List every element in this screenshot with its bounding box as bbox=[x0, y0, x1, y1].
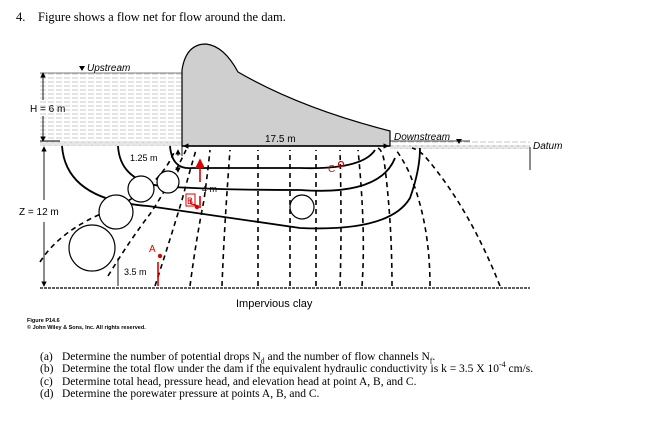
part-b: (b) Determine the total flow under the dam if the equivalent hydraulic conductivity is k = 3.5 X $10^{-4}$ cm/s. bbox=[40, 360, 534, 376]
upstream-water-level-icon bbox=[79, 66, 85, 71]
part-d: (d) Determine the porewater pressure at points A, B, and C. bbox=[40, 388, 320, 401]
figure-credit bbox=[27, 318, 146, 332]
z-label: Z = 12 m bbox=[19, 207, 59, 218]
net-circle bbox=[128, 176, 154, 202]
downstream-label: Downstream bbox=[394, 132, 451, 143]
equipotential-line bbox=[340, 150, 341, 286]
question-text: Figure shows a flow net for flow around the dam. bbox=[38, 10, 286, 24]
dam bbox=[182, 44, 390, 146]
point-a-marker bbox=[158, 254, 162, 258]
net-circle bbox=[69, 225, 115, 271]
net-circle bbox=[99, 195, 133, 229]
equipotential-line bbox=[358, 150, 363, 286]
d2-label: 4 m bbox=[202, 184, 218, 194]
point-a-label: A bbox=[149, 244, 156, 255]
point-b-label: B bbox=[187, 196, 194, 206]
upstream-label: Upstream bbox=[87, 63, 131, 74]
h-label: H = 6 m bbox=[30, 104, 66, 115]
d1-label: 1.25 m bbox=[130, 153, 158, 163]
datum-label: Datum bbox=[533, 141, 563, 152]
part-a: (a) Determine the number of potential drops $N_d$ and the number of flow channels $N_f$. bbox=[40, 351, 436, 366]
question-number: 4. bbox=[16, 10, 26, 24]
equipotential-line bbox=[396, 150, 430, 286]
figure-copyright: © John Wiley & Sons, Inc. All rights reserved. bbox=[27, 325, 146, 331]
width-label: 17.5 m bbox=[265, 134, 296, 145]
d3-label: 3.5 m bbox=[124, 267, 147, 277]
net-circle bbox=[157, 171, 179, 193]
downstream-ground bbox=[390, 145, 530, 149]
upstream-ground bbox=[40, 141, 182, 146]
net-circle bbox=[290, 195, 314, 219]
part-c: (c) Determine total head, pressure head, and elevation head at point A, B, and C. bbox=[40, 375, 417, 388]
equipotential-line bbox=[155, 150, 196, 286]
figure-caption: Figure P14.6 bbox=[27, 318, 60, 324]
clay-label: Impervious clay bbox=[236, 298, 313, 310]
point-c-label: C bbox=[328, 164, 336, 175]
question-parts bbox=[40, 351, 533, 401]
equipotential-line bbox=[412, 148, 500, 286]
net-circles bbox=[69, 171, 314, 271]
